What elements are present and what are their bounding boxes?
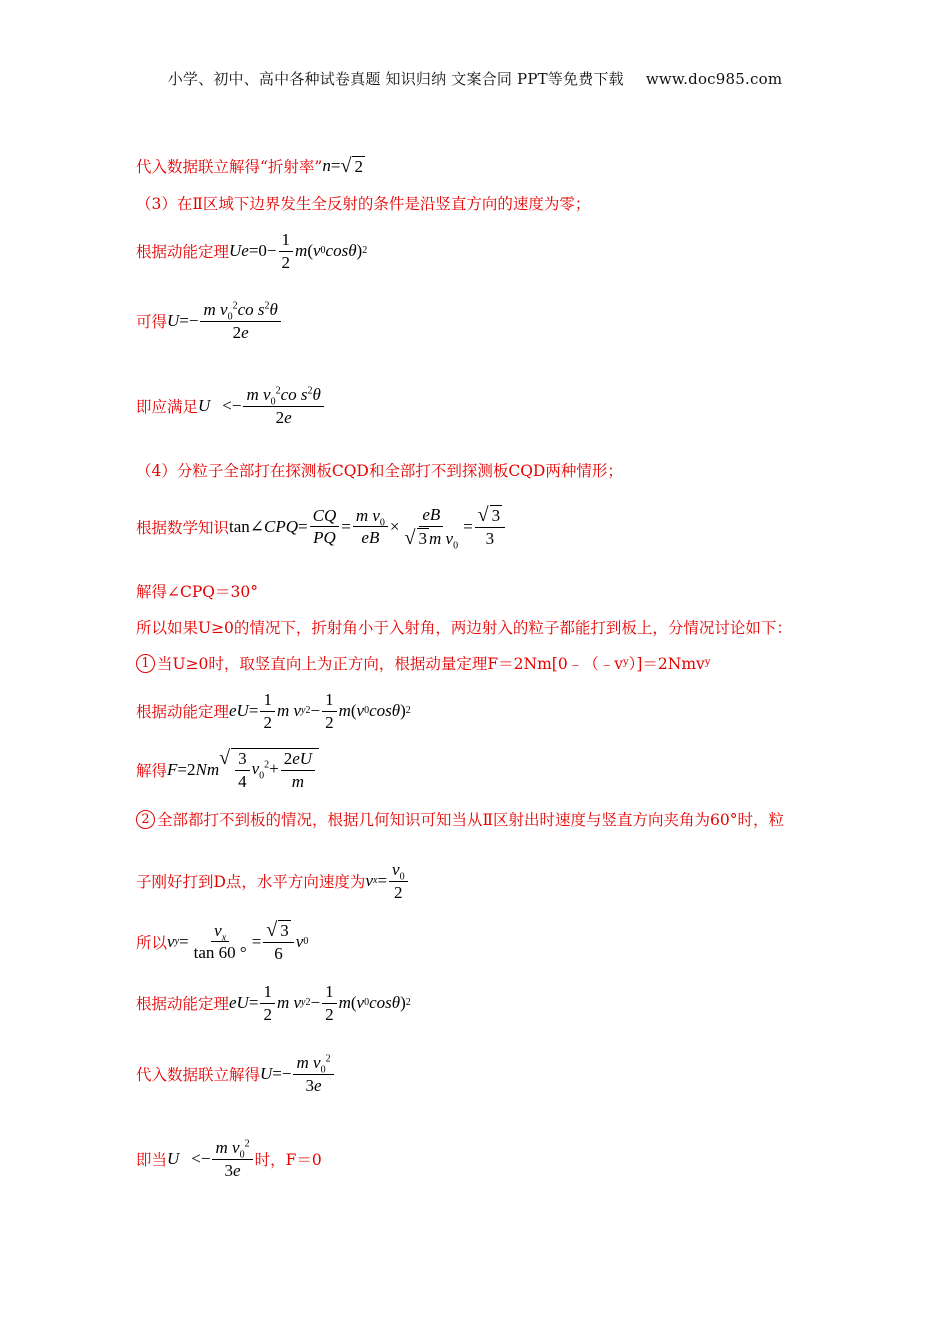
header-site-link[interactable]: www.doc985.com (645, 70, 783, 88)
line-refractive-index (136, 155, 365, 177)
text: （4）分粒子全部打在探测板CQD和全部打不到探测板CQD两种情形； (136, 462, 623, 480)
text: 根据动能定理 (136, 243, 230, 262)
line-discussion (136, 616, 792, 638)
line-force-result (136, 748, 319, 791)
line-energy-theorem-1 (136, 230, 367, 272)
line-horizontal-velocity (136, 860, 410, 902)
text-end: 时，F＝0 (254, 1151, 322, 1170)
line-condition-3 (136, 192, 590, 214)
circled-number: 1 (136, 654, 155, 673)
text: 代入数据联立解得 (136, 1066, 261, 1085)
text: 根据动能定理 (136, 995, 230, 1014)
header-text: 小学、初中、高中各种试卷真题 知识归纳 文案合同 PPT等免费下载 (167, 70, 624, 88)
line-u-result (136, 1053, 336, 1095)
text: 代入数据联立解得“折射率” (136, 158, 323, 176)
formula: v x = $\frac{v_0}{2}$ (365, 860, 409, 902)
line-math-knowledge (136, 504, 507, 551)
text: 子刚好打到D点，水平方向速度为 (136, 873, 366, 892)
text: 所以如果U≥0的情况下，折射角小于入射角，两边射入的粒子都能打到板上，分情况讨论如下： (136, 619, 792, 637)
text: 所以 (136, 933, 168, 952)
formula: U <− $\frac{m v_0^2co s^2\theta}{2e}$ (198, 385, 326, 427)
formula: Ue =0− $\frac{1}{2}$ m ( v 0 cosθ ) 2 (229, 230, 368, 272)
text: 即当 (136, 1151, 168, 1170)
text: 即应满足 (136, 398, 199, 417)
formula: eU = $\frac{1}{2}$ m v y 2 − $\frac{1}{2}$ m ( v 0 cosθ ) 2 (229, 982, 411, 1024)
text: 当U≥0时，取竖直向上为正方向，根据动量定理F＝2Nm[0﹣（﹣v (157, 655, 623, 673)
formula: tan∠ CPQ = $\frac{CQ}{PQ}$ = $\frac{m v_0}{eB}$ × eB √ 3 m $v_0$ = √ 3 3 (229, 505, 507, 548)
line-vertical-velocity (136, 920, 308, 963)
formula: U =− $\frac{m v_0^2}{3e}$ (260, 1053, 336, 1095)
formula: v y = $\frac{v_x}{\tan 60 ^\circ}$ = √ 3 6 v 0 (167, 919, 309, 963)
text: 可得 (136, 313, 168, 332)
page-header (0, 68, 950, 89)
formula: F =2 Nm √ $\frac{3}{4}$ $v_0^2+$ $\frac{2eU}{m}$ (167, 748, 319, 791)
formula: U =− $\frac{m v_0^2co s^2\theta}{2e}$ (167, 300, 283, 342)
formula: U <− $\frac{m v_0^2}{3e}$ (167, 1138, 255, 1180)
line-final-condition (136, 1138, 322, 1180)
line-cases-4 (136, 459, 623, 481)
line-energy-theorem-3 (136, 982, 411, 1024)
line-condition-u (136, 385, 326, 427)
text: 解得∠CPQ＝30° (136, 583, 258, 601)
circled-number: 2 (136, 810, 155, 829)
text: 解得 (136, 761, 168, 780)
line-case-1: 1 当U≥0时，取竖直向上为正方向，根据动量定理F＝2Nm[0﹣（﹣v y ）]＝2Nmv y (136, 652, 710, 674)
text: （3）在Ⅱ区域下边界发生全反射的条件是沿竖直方向的速度为零； (136, 195, 591, 213)
line-case-2 (136, 808, 784, 830)
formula: eU = $\frac{1}{2}$ m v y 2 − $\frac{1}{2}$ m ( v 0 cosθ ) 2 (229, 690, 411, 732)
text: 根据动能定理 (136, 703, 230, 722)
line-angle-result (136, 580, 258, 602)
line-energy-theorem-2 (136, 690, 411, 732)
text: 全部都打不到板的情况，根据几何知识可知当从Ⅱ区射出时速度与竖直方向夹角为60°时，粒 (157, 811, 785, 829)
line-result-u (136, 300, 283, 342)
text: 根据数学知识 (136, 518, 230, 537)
formula: n = √ 2 (322, 154, 363, 177)
text-end: ）]＝2Nmv (628, 655, 705, 673)
